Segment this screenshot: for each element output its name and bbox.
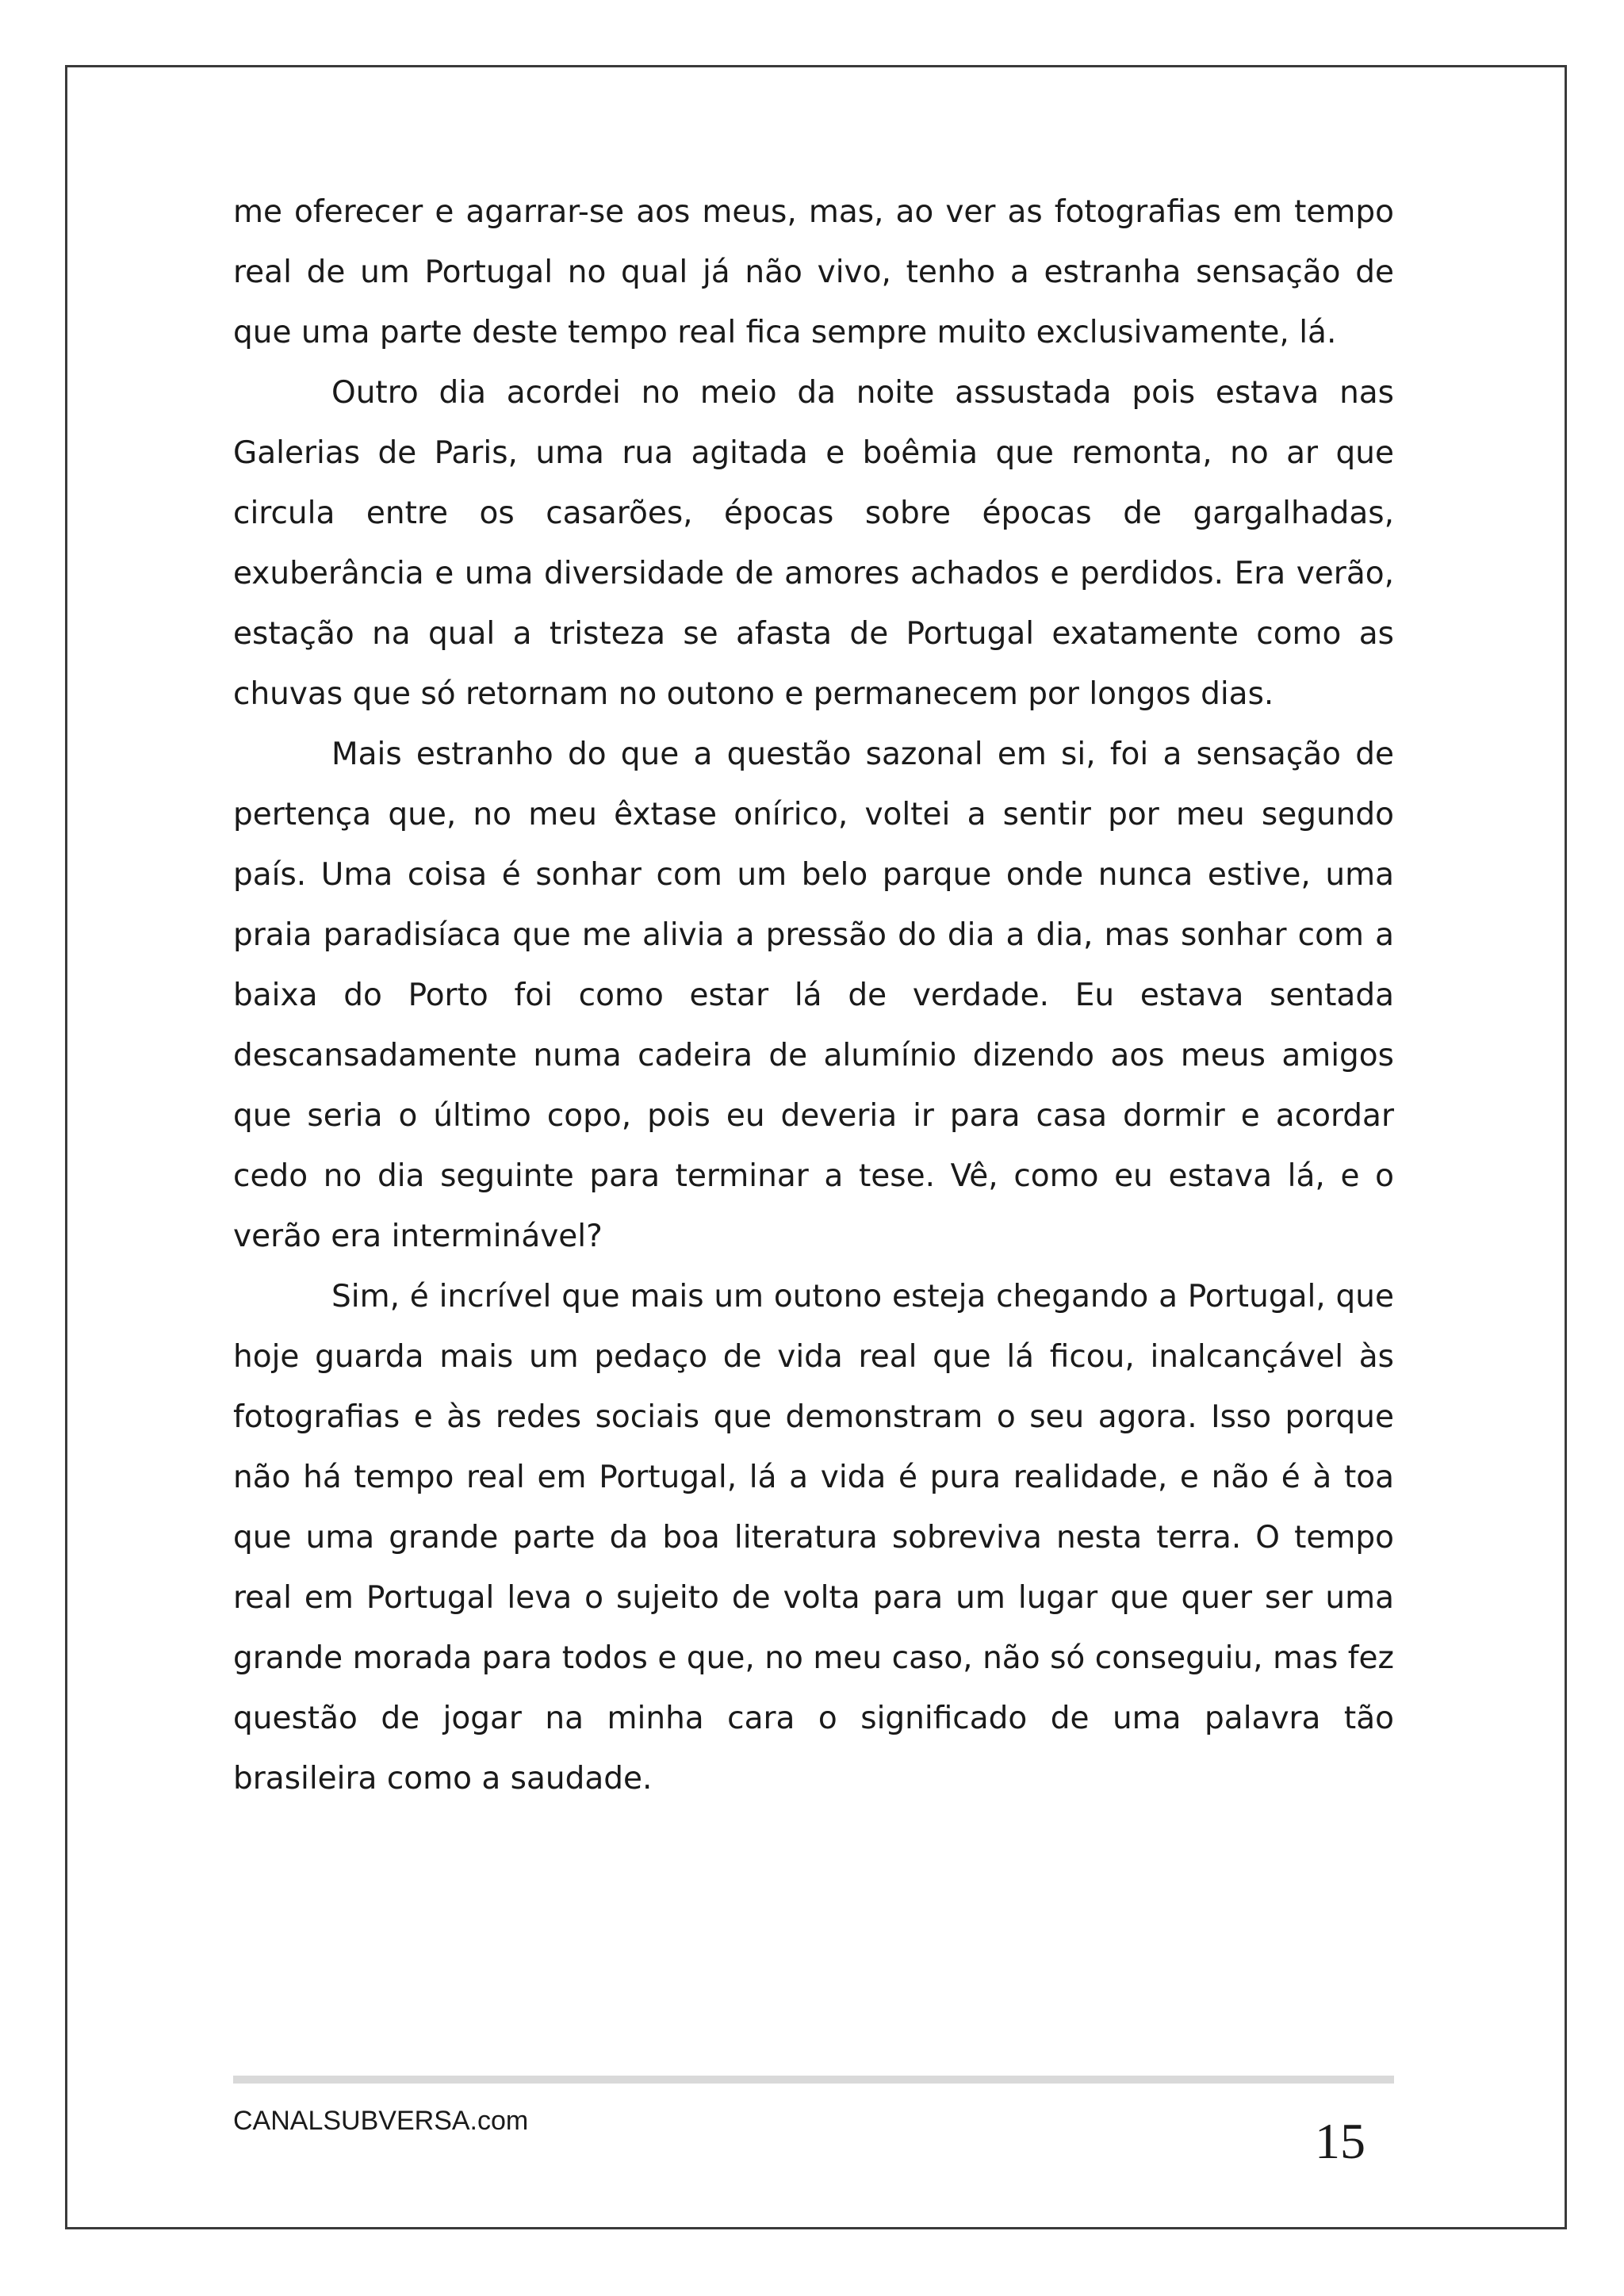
footer-site-name: CANALSUBVERSA.com bbox=[233, 2106, 529, 2136]
paragraph: Mais estranho do que a questão sazonal em si, foi a sensação de pertença que, no meu êxtase onírico, voltei a sentir por meu segundo país. Uma coisa é sonhar com um belo parque onde nunca estive, uma praia paradisíaca que me alivia a pressão do dia a dia, mas sonhar com a baixa do Porto foi como estar lá de verdade. Eu estava sentada descansadamente numa cadeira de alumínio dizendo aos meus amigos que seria o último copo, pois eu deveria ir para casa dormir e acordar cedo no dia seguinte para terminar a tese. Vê, como eu estava lá, e o verão era interminável? bbox=[233, 737, 1394, 1254]
page-number: 15 bbox=[1315, 2113, 1365, 2169]
body-text bbox=[233, 182, 1394, 1809]
footer-divider bbox=[233, 2076, 1394, 2084]
paragraph: Outro dia acordei no meio da noite assustada pois estava nas Galerias de Paris, uma rua agitada e boêmia que remonta, no ar que circula entre os casarões, épocas sobre épocas de gargalhadas, exuberância e uma diversidade de amores achados e perdidos. Era verão, estação na qual a tristeza se afasta de Portugal exatamente como as chuvas que só retornam no outono e permanecem por longos dias. bbox=[233, 375, 1394, 712]
paragraph: Sim, é incrível que mais um outono esteja chegando a Portugal, que hoje guarda mais um pedaço de vida real que lá ficou, inalcançável às fotografias e às redes sociais que demonstram o seu agora. Isso porque não há tempo real em Portugal, lá a vida é pura realidade, e não é à toa que uma grande parte da boa literatura sobreviva nesta terra. O tempo real em Portugal leva o sujeito de volta para um lugar que quer ser uma grande morada para todos e que, no meu caso, não só conseguiu, mas fez questão de jogar na minha cara o significado de uma palavra tão brasileira como a saudade. bbox=[233, 1279, 1394, 1797]
paragraph-continued: me oferecer e agarrar-se aos meus, mas, ao ver as fotografias em tempo real de um Portugal no qual já não vivo, tenho a estranha sensação de que uma parte deste tempo real fica sempre muito exclusivamente, lá. bbox=[233, 194, 1394, 350]
